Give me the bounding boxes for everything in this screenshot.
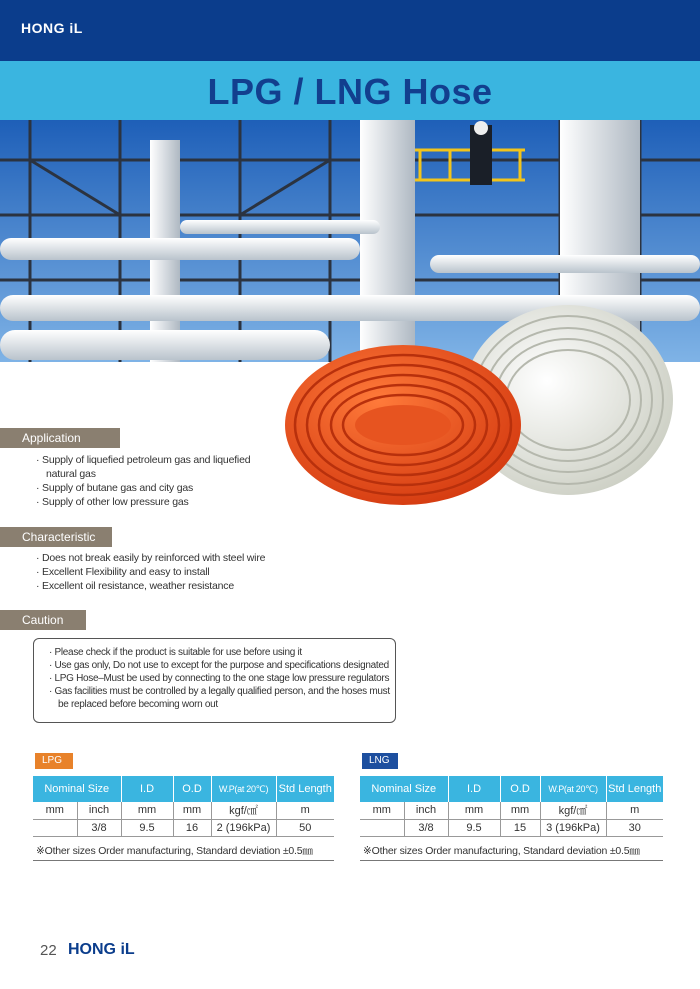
table-cell	[33, 819, 77, 836]
lng-note: ※Other sizes Order manufacturing, Standard deviation ±0.5㎜	[363, 845, 640, 857]
application-list	[36, 453, 250, 509]
unit-cell: kgf/㎠	[211, 802, 276, 819]
col-header-od: O.D	[173, 776, 211, 802]
table-cell: 16	[173, 819, 211, 836]
lpg-note: ※Other sizes Order manufacturing, Standard deviation ±0.5㎜	[36, 845, 313, 857]
col-header-wp: W.P(at 20℃)	[211, 776, 276, 802]
list-item: · Supply of other low pressure gas	[36, 496, 189, 508]
table-cell: 50	[276, 819, 334, 836]
list-item: · Supply of liquefied petroleum gas and liquefied	[36, 454, 251, 466]
unit-cell: m	[606, 802, 663, 819]
unit-cell: inch	[77, 802, 121, 819]
unit-cell: kgf/㎠	[540, 802, 606, 819]
list-item: · Please check if the product is suitable for use before using it	[49, 647, 302, 658]
list-item: · Excellent oil resistance, weather resistance	[36, 580, 234, 592]
lpg-tag: LPG	[35, 753, 73, 769]
section-characteristic-title: Characteristic	[0, 527, 112, 547]
table-cell: 9.5	[121, 819, 173, 836]
list-item: natural gas	[46, 468, 96, 480]
col-header-od: O.D	[500, 776, 540, 802]
footer-brand-logo: HONG iL	[68, 941, 135, 958]
table-cell: 3/8	[404, 819, 448, 836]
list-item: · Excellent Flexibility and easy to install	[36, 566, 210, 578]
table-row	[360, 802, 663, 819]
list-item: · Supply of butane gas and city gas	[36, 482, 194, 494]
unit-cell: m	[276, 802, 334, 819]
list-item: · Does not break easily by reinforced with steel wire	[36, 552, 266, 564]
col-header-std-length: Std Length	[606, 776, 663, 802]
table-row	[33, 819, 334, 836]
unit-cell: mm	[360, 802, 404, 819]
lng-tag: LNG	[362, 753, 398, 769]
unit-cell: mm	[121, 802, 173, 819]
lng-spec-table	[360, 776, 663, 837]
col-header-std-length: Std Length	[276, 776, 334, 802]
col-header-id: I.D	[448, 776, 500, 802]
divider	[360, 860, 663, 861]
unit-cell: mm	[500, 802, 540, 819]
table-cell: 3 (196kPa)	[540, 819, 606, 836]
table-cell: 2 (196kPa)	[211, 819, 276, 836]
table-cell: 3/8	[77, 819, 121, 836]
characteristic-list	[36, 551, 265, 593]
caution-box	[33, 638, 396, 723]
unit-cell: inch	[404, 802, 448, 819]
divider	[33, 860, 334, 861]
unit-cell: mm	[173, 802, 211, 819]
col-header-nominal: Nominal Size	[360, 776, 448, 802]
table-cell	[360, 819, 404, 836]
unit-cell: mm	[448, 802, 500, 819]
col-header-wp: W.P(at 20℃)	[540, 776, 606, 802]
col-header-nominal: Nominal Size	[33, 776, 121, 802]
table-cell: 15	[500, 819, 540, 836]
top-bar	[0, 0, 700, 61]
col-header-id: I.D	[121, 776, 173, 802]
table-row	[360, 819, 663, 836]
unit-cell: mm	[33, 802, 77, 819]
section-application-title: Application	[0, 428, 120, 448]
page-title: LPG / LNG Hose	[207, 71, 493, 112]
section-caution-title: Caution	[0, 610, 86, 630]
product-image	[283, 300, 678, 510]
list-item: · Gas facilities must be controlled by a legally qualified person, and the hoses must	[49, 686, 390, 697]
list-item: · LPG Hose–Must be used by connecting to the one stage low pressure regulators	[49, 673, 390, 684]
list-item: be replaced before becoming worn out	[58, 699, 218, 710]
lpg-hose-coil	[285, 345, 521, 505]
brand-logo: HONG iL	[21, 20, 83, 36]
page-number: 22	[40, 942, 57, 959]
table-row	[33, 802, 334, 819]
table-cell: 30	[606, 819, 663, 836]
list-item: · Use gas only, Do not use to except for the purpose and specifications designated	[49, 660, 389, 671]
lpg-spec-table	[33, 776, 334, 837]
table-cell: 9.5	[448, 819, 500, 836]
